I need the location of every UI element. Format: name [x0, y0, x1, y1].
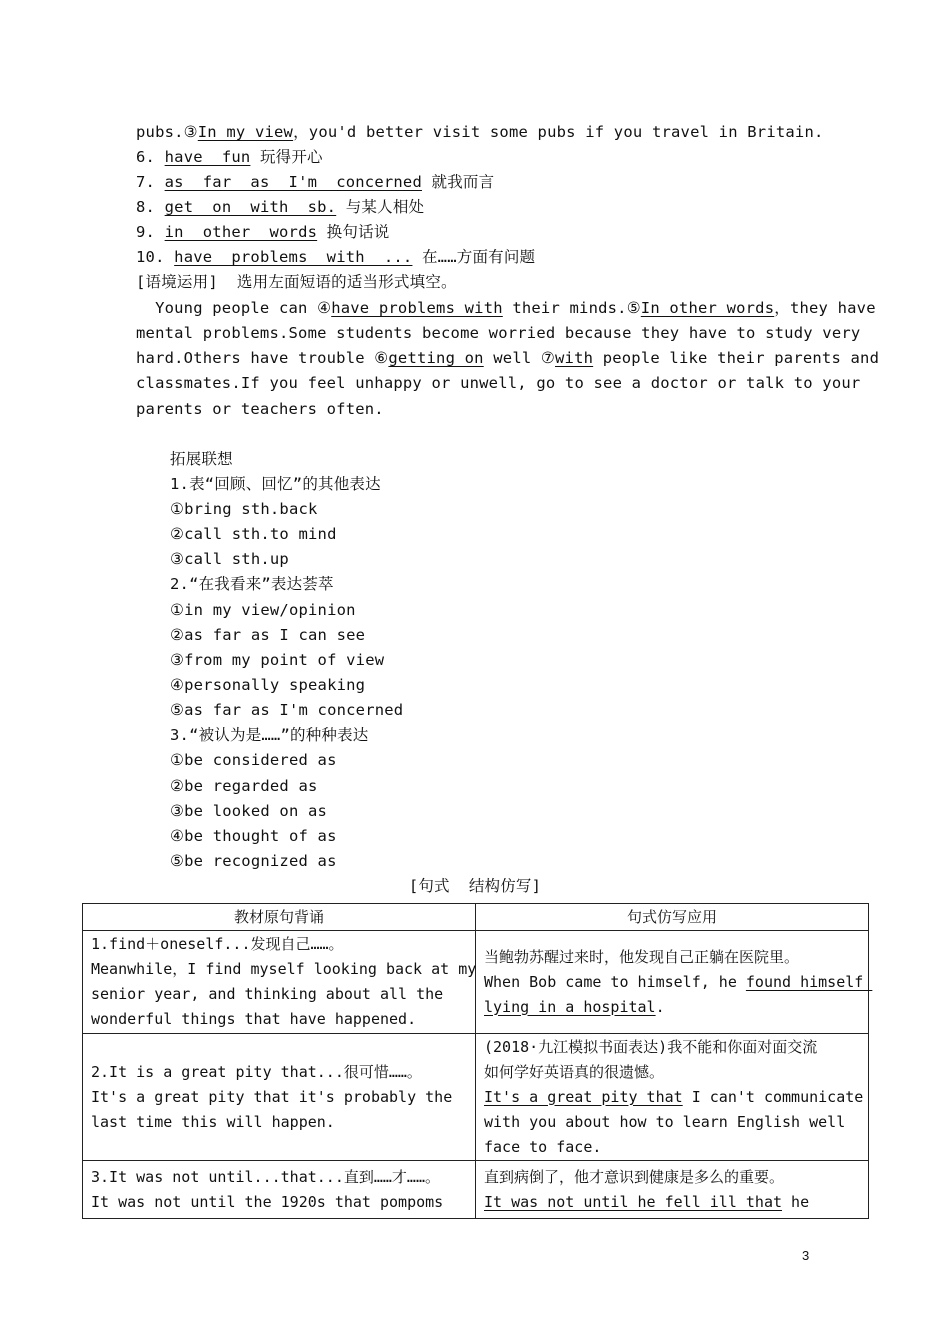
item-number: 7. [136, 173, 156, 191]
text: their minds.⑤ [502, 299, 641, 317]
extend-line: ⑤be recognized as [170, 852, 337, 870]
cell-original [83, 1034, 476, 1161]
cell-line: 2.It is a great pity that...很可惜……。 [91, 1062, 422, 1081]
answer-blank: It's a great pity that [484, 1087, 683, 1106]
table-row [83, 1161, 869, 1219]
item-number: 6. [136, 148, 156, 166]
phrase-answer: have problems with ... [174, 248, 413, 266]
phrase-answer: get on with sb. [164, 198, 337, 216]
phrase-meaning: 在……方面有问题 [412, 248, 536, 266]
extend-line: ①in my view/opinion [170, 601, 356, 619]
answer-blank: with [555, 349, 594, 367]
phrase-answer: have fun [164, 148, 251, 166]
cell-line: wonderful things that have happened. [91, 1010, 417, 1028]
cell-practice [476, 1161, 869, 1219]
text: I can't communicate [682, 1087, 864, 1106]
col-header-original: 教材原句背诵 [83, 904, 476, 931]
extend-line: 3.“被认为是……”的种种表达 [170, 726, 369, 744]
context-line-2: mental problems.Some students become worried because they have to study very [136, 324, 861, 342]
extend-line: ⑤as far as I'm concerned [170, 701, 404, 719]
text: hard.Others have trouble ⑥ [136, 349, 389, 367]
cell-line: 1.find＋oneself...发现自己……。 [91, 935, 344, 953]
extend-line: 2.“在我看来”表达荟萃 [170, 575, 334, 593]
phrase-item-6 [136, 147, 323, 167]
cell-original [83, 1161, 476, 1219]
table-row [83, 931, 869, 1034]
text: When Bob came to himself, he [484, 972, 746, 991]
sentence-table [82, 903, 873, 1219]
context-line-5: parents or teachers often. [136, 400, 384, 418]
cell-line: It's a great pity that it's probably the [91, 1087, 453, 1106]
context-line-4: classmates.If you feel unhappy or unwell, go to see a doctor or talk to your [136, 374, 861, 392]
cell-practice [476, 1034, 869, 1161]
cell-line [484, 1085, 864, 1110]
phrase-meaning: 与某人相处 [336, 198, 425, 216]
extend-line: ②as far as I can see [170, 626, 366, 644]
cell-practice [476, 931, 873, 1034]
item-number: 9. [136, 223, 156, 241]
table-header-row [83, 904, 869, 931]
item-number: 10. [136, 248, 165, 266]
text: ，they have [774, 299, 876, 317]
context-line-3 [136, 348, 879, 368]
text: people like their parents and [593, 349, 880, 367]
cell-line: It was not until the 1920s that pompoms [91, 1192, 444, 1211]
answer-blank: getting on [388, 349, 484, 367]
extend-line: ①be considered as [170, 751, 337, 769]
extend-line: ①bring sth.back [170, 500, 318, 518]
extend-line: ②be regarded as [170, 777, 318, 795]
phrase-line-pubs [136, 122, 824, 142]
answer-blank: It was not until he fell ill that [484, 1192, 783, 1211]
cell-line [484, 970, 873, 995]
text: Young people can ④ [136, 299, 332, 317]
phrase-item-10 [136, 247, 535, 267]
cell-line: 直到病倒了，他才意识到健康是多么的重要。 [484, 1167, 785, 1186]
phrase-meaning: 就我而言 [421, 173, 495, 191]
text: . [655, 997, 665, 1016]
extend-line: ③be looked on as [170, 802, 328, 820]
cell-line: 3.It was not until...that...直到……才……。 [91, 1167, 440, 1186]
extend-line: ④be thought of as [170, 827, 337, 845]
extend-line: 1.表“回顾、回忆”的其他表达 [170, 475, 381, 493]
extend-line: ④personally speaking [170, 676, 366, 694]
context-heading: [语境运用] 选用左面短语的适当形式填空。 [136, 273, 457, 291]
col-header-practice: 句式仿写应用 [476, 904, 869, 931]
cell-line: senior year, and thinking about all the [91, 985, 444, 1003]
cell-line: last time this will happen. [91, 1112, 335, 1131]
answer-blank: lying in a hospital [484, 997, 656, 1016]
cell-line: with you about how to learn English well [484, 1112, 846, 1131]
phrase-item-8 [136, 197, 424, 217]
extend-title: 拓展联想 [170, 450, 233, 468]
answer-blank: In other words [640, 299, 775, 317]
phrase-meaning: 换句话说 [317, 223, 390, 241]
cell-line [484, 995, 860, 1020]
section-title: [句式 结构仿写] [408, 877, 542, 895]
cell-line: face to face. [484, 1137, 602, 1156]
cell-original [83, 931, 476, 1034]
text: ，you'd better visit some pubs if you travel in Britain. [293, 123, 824, 141]
context-line-1 [136, 298, 876, 318]
phrase-answer: in other words [164, 223, 318, 241]
phrase-answer: as far as I'm concerned [164, 173, 422, 191]
text: pubs.③ [136, 123, 198, 141]
answer-blank: found himself [745, 972, 873, 991]
table-row [83, 1034, 869, 1161]
phrase-item-7 [136, 172, 494, 192]
cell-line: 当鲍勃苏醒过来时，他发现自己正躺在医院里。 [484, 947, 800, 966]
item-number: 8. [136, 198, 156, 216]
answer-blank: have problems with [331, 299, 503, 317]
extend-line: ③call sth.up [170, 550, 289, 568]
cell-line: 如何学好英语真的很遗憾。 [484, 1062, 665, 1081]
page-number: 3 [802, 1248, 810, 1263]
cell-line: Meanwhile，I find myself looking back at my [91, 960, 477, 978]
cell-line [484, 1190, 860, 1215]
text: he [782, 1192, 810, 1211]
extend-line: ③from my point of view [170, 651, 385, 669]
extend-line: ②call sth.to mind [170, 525, 337, 543]
cell-line: (2018·九江模拟书面表达)我不能和你面对面交流 [484, 1037, 818, 1056]
answer-blank: In my view [197, 123, 294, 141]
phrase-item-9 [136, 222, 389, 242]
text: well ⑦ [483, 349, 556, 367]
phrase-meaning: 玩得开心 [250, 148, 323, 166]
